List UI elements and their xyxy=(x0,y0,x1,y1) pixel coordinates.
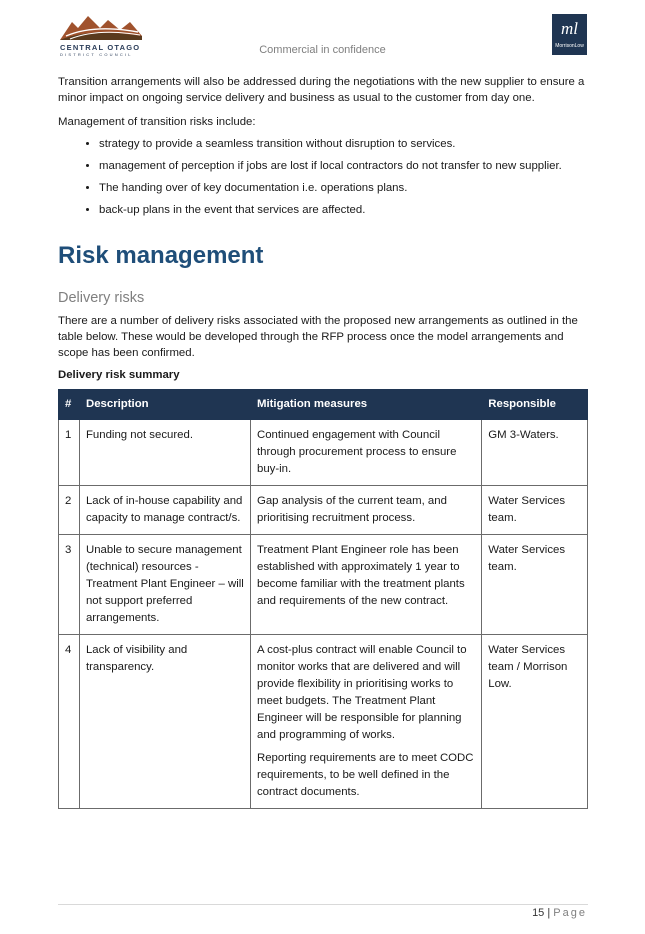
responsible-party: Water Services team / Morrison Low. xyxy=(482,635,588,809)
document-body xyxy=(58,74,588,809)
page-label: Page xyxy=(553,907,587,919)
page-header xyxy=(0,0,645,70)
mitigation-measures xyxy=(250,486,481,535)
mitigation-text: Continued engagement with Council through procurement process to ensure buy-in. xyxy=(256,429,457,475)
delivery-risk-table xyxy=(58,389,588,809)
risk-description: Lack of in-house capability and capacity to manage contract/s. xyxy=(79,486,250,535)
logo-name: MorrisonLow xyxy=(555,43,584,49)
row-number: 3 xyxy=(59,535,80,635)
row-number: 1 xyxy=(59,420,80,486)
transition-risk-list xyxy=(58,136,588,218)
responsible-party: GM 3-Waters. xyxy=(482,420,588,486)
page-number-value: 15 xyxy=(532,907,545,919)
list-item: • management of perception if jobs are lost if local contractors do not transfer to new supplier. xyxy=(99,158,588,174)
row-number: 4 xyxy=(59,635,80,809)
risk-description: Funding not secured. xyxy=(79,420,250,486)
mitigation-measures xyxy=(250,535,481,635)
column-header-description: Description xyxy=(79,390,250,420)
page-number xyxy=(532,907,587,919)
list-item: • back-up plans in the event that services are affected. xyxy=(99,202,588,218)
logo-subtitle: DISTRICT COUNCIL xyxy=(60,52,133,57)
mitigation-text: Gap analysis of the current team, and prioritising recruitment process. xyxy=(256,495,447,524)
column-header-responsible: Responsible xyxy=(482,390,588,420)
responsible-party: Water Services team. xyxy=(482,486,588,535)
confidentiality-label: Commercial in confidence xyxy=(259,44,386,56)
table-row xyxy=(59,486,588,535)
table-row xyxy=(59,420,588,486)
mitigation-measures xyxy=(250,635,481,809)
column-header-mitigation: Mitigation measures xyxy=(250,390,481,420)
logo-name: CENTRAL OTAGO xyxy=(60,43,141,52)
table-row xyxy=(59,535,588,635)
mitigation-text: Reporting requirements are to meet CODC requirements, to be well defined in the contract documents. xyxy=(256,752,474,798)
risk-description: Lack of visibility and transparency. xyxy=(79,635,250,809)
footer-divider xyxy=(58,904,588,905)
mitigation-text: A cost-plus contract will enable Council to monitor works that are delivered and will provide flexibility in prioritising works to meet budgets. The Treatment Plant Engineer will be responsible for planning and programming of works. xyxy=(256,644,467,741)
mitigation-text: Treatment Plant Engineer role has been established with approximately 1 year to become familiar with the treatment plants and requirements of the new contract. xyxy=(256,544,465,607)
list-item: • The handing over of key documentation i.e. operations plans. xyxy=(99,180,588,196)
risk-description: Unable to secure management (technical) resources - Treatment Plant Engineer – will not support preferred arrangements. xyxy=(79,535,250,635)
subsection-heading: Delivery risks xyxy=(58,290,145,306)
list-item: • strategy to provide a seamless transition without disruption to services. xyxy=(99,136,588,152)
row-number: 2 xyxy=(59,486,80,535)
list-intro: Management of transition risks include: xyxy=(58,116,256,128)
table-caption: Delivery risk summary xyxy=(58,369,180,381)
transition-paragraph: Transition arrangements will also be addressed during the negotiations with the new supplier to ensure a minor impact on ongoing service delivery and business as usual to the customer from day one. xyxy=(58,76,585,104)
table-header-row xyxy=(59,390,588,420)
mountains-icon xyxy=(58,14,144,42)
morrison-low-logo xyxy=(552,14,587,55)
mitigation-measures xyxy=(250,420,481,486)
logo-mark: ml xyxy=(561,19,578,38)
delivery-risks-paragraph: There are a number of delivery risks associated with the proposed new arrangements as outlined in the table below. These would be developed through the RFP process once the model arrangements and scope has been confirmed. xyxy=(58,315,578,359)
section-heading: Risk management xyxy=(58,242,264,269)
page-separator: | xyxy=(544,907,554,919)
responsible-party: Water Services team. xyxy=(482,535,588,635)
column-header-number: # xyxy=(59,390,80,420)
table-row xyxy=(59,635,588,809)
